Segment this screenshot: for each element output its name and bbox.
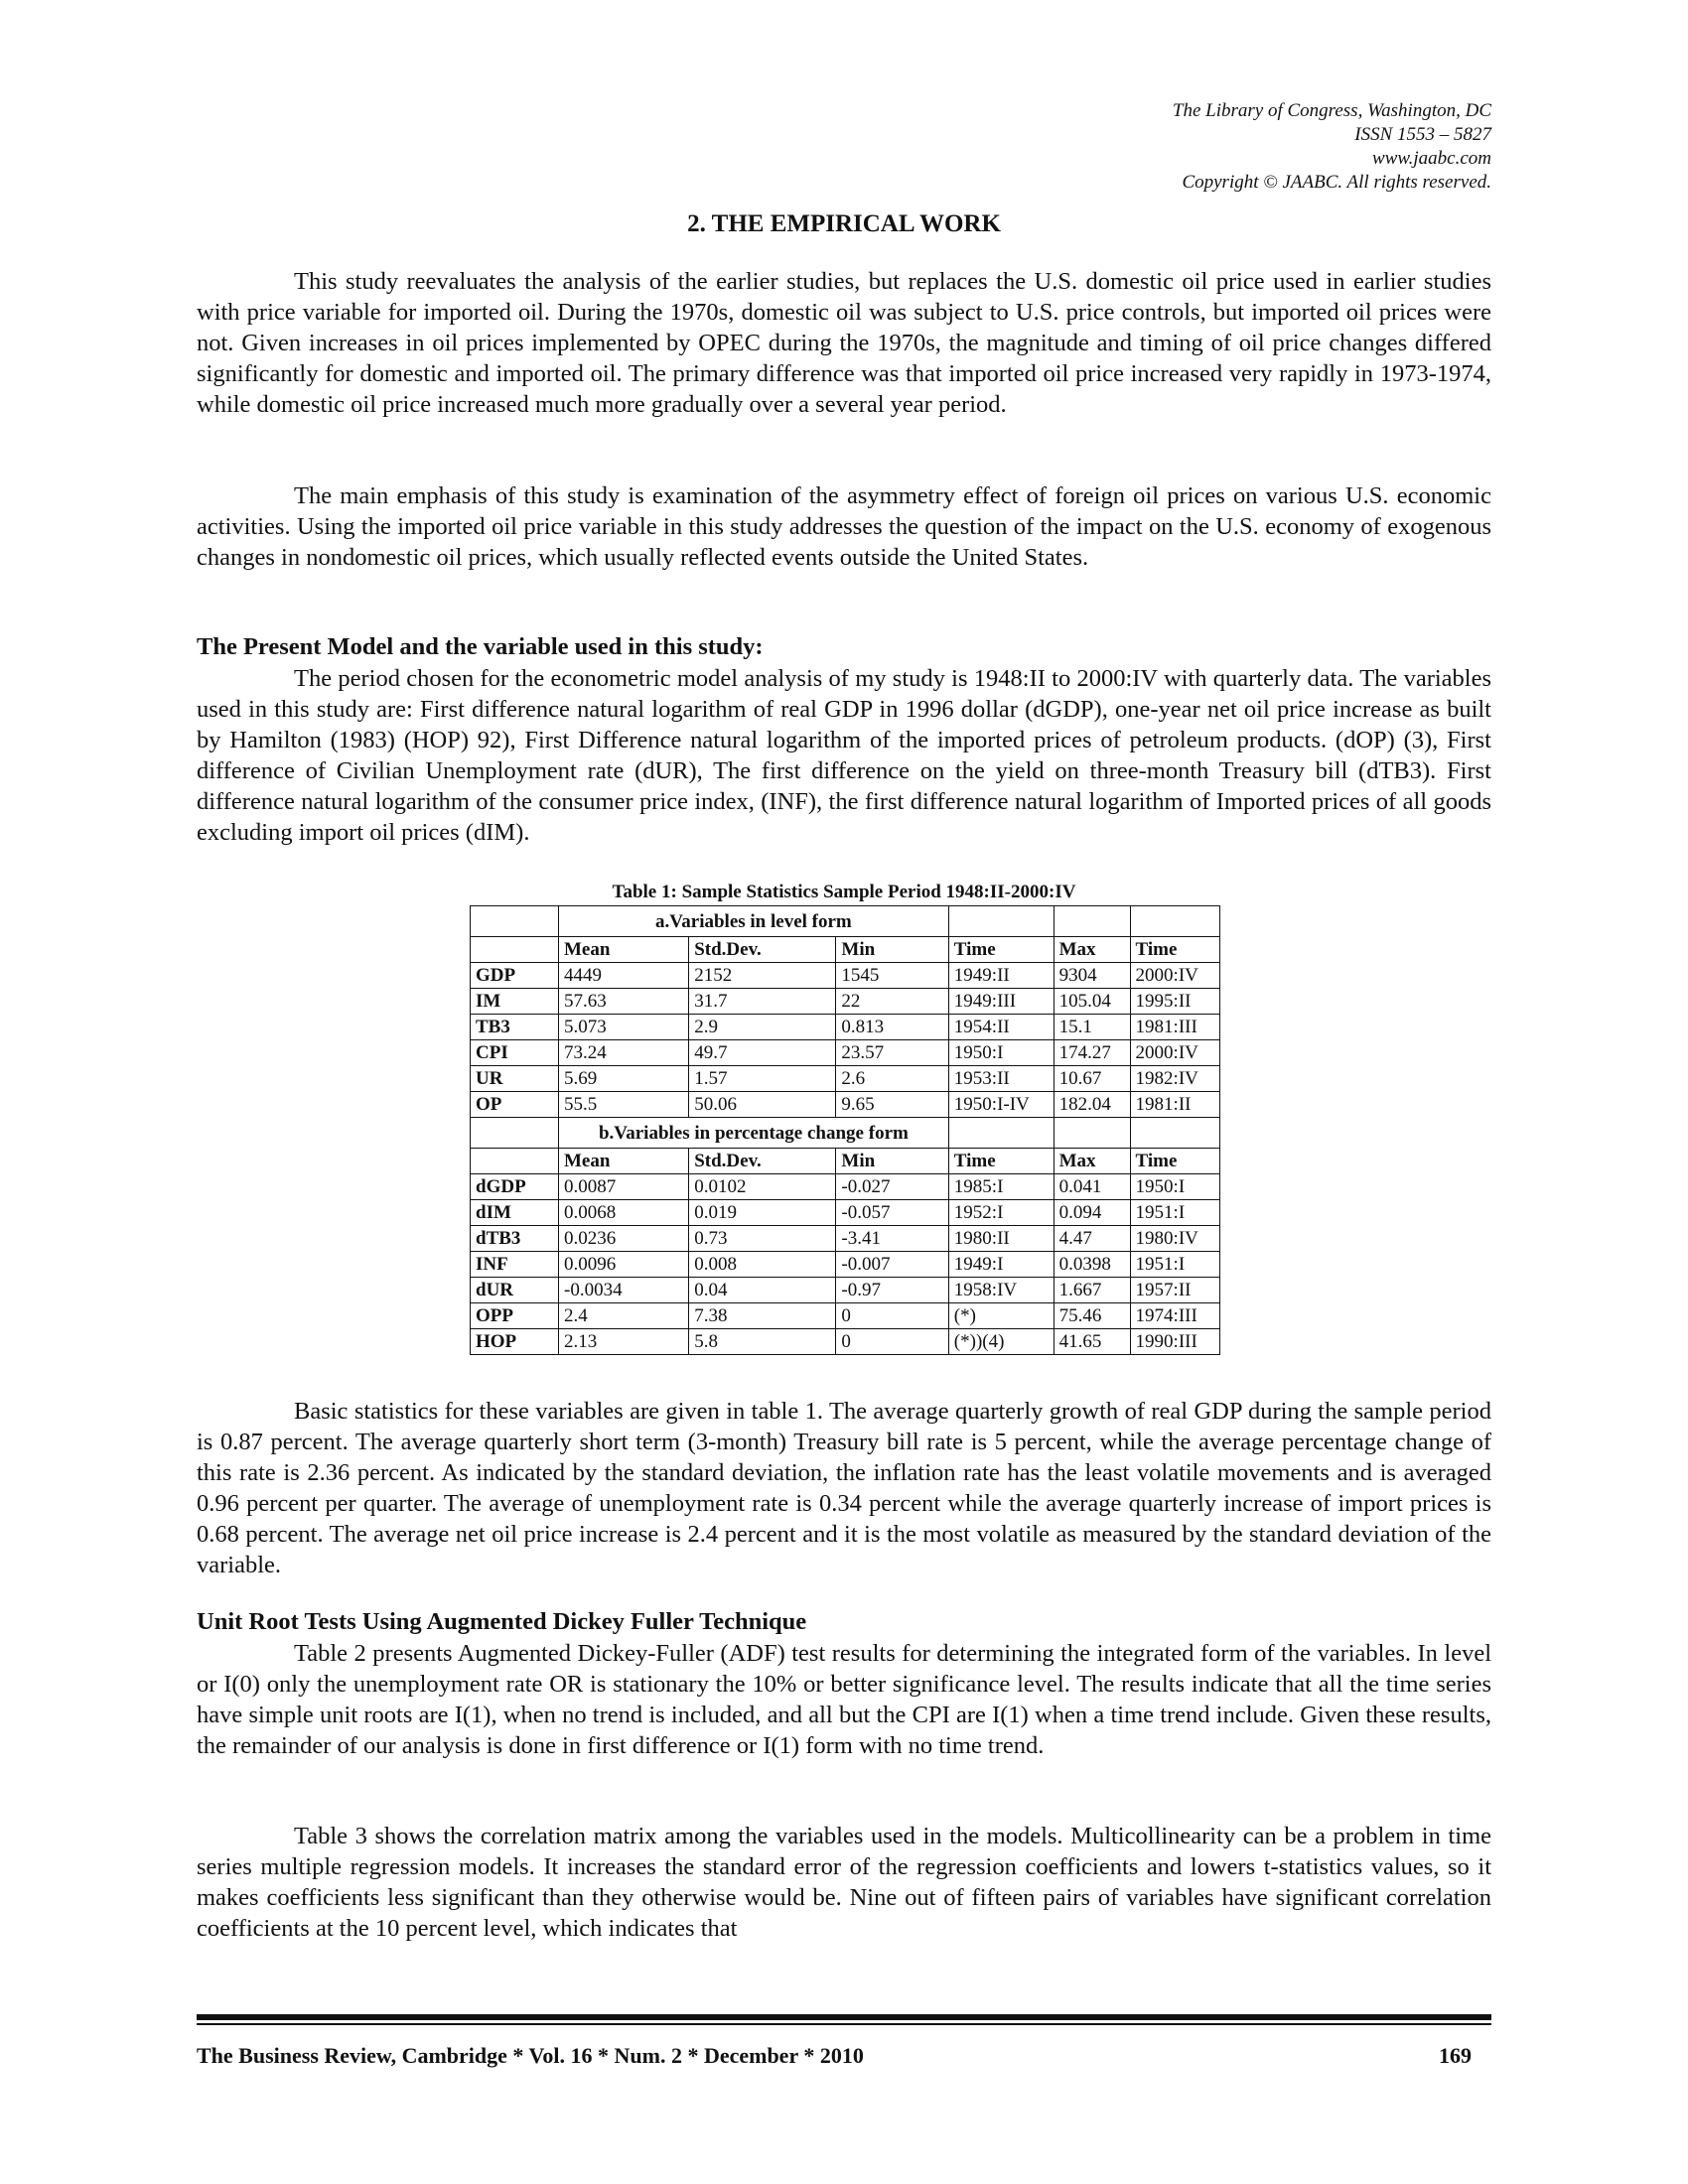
table-cell: 0.0087 [559, 1174, 689, 1200]
table-row [471, 1092, 1220, 1118]
table-row [471, 1040, 1220, 1066]
column-header: Time [948, 1149, 1054, 1174]
header-website: www.jaabc.com [1372, 148, 1491, 169]
table-cell: 7.38 [689, 1303, 836, 1329]
table-cell: 0.0068 [559, 1200, 689, 1226]
table-cell: 0.0236 [559, 1226, 689, 1252]
table-row [471, 1252, 1220, 1278]
paragraph-5: Table 2 presents Augmented Dickey-Fuller (ADF) test results for determining the integrated form of the variables. In level or I(0) only the unemployment rate OR is stationary the 10% or better significance level. The results indicate that all the time series have simple unit roots are I(1), when no trend is included, and all but the CPI are I(1) when a time trend include. Given these results, the remainder of our analysis is done in first difference or I(1) form with no time trend. [197, 1640, 1491, 1759]
table-cell: 31.7 [689, 989, 836, 1015]
table-cell: 1982:IV [1130, 1066, 1219, 1092]
column-header: Std.Dev. [689, 937, 836, 963]
table-cell: -0.97 [836, 1278, 948, 1303]
table-cell: 1957:II [1130, 1278, 1219, 1303]
sample-statistics-table [470, 905, 1220, 1355]
table-cell: 0 [836, 1303, 948, 1329]
table-cell [1130, 906, 1219, 937]
table-cell: 0.0102 [689, 1174, 836, 1200]
section-title: 2. THE EMPIRICAL WORK [687, 210, 1001, 237]
header-copyright: Copyright © JAABC. All rights reserved. [1182, 172, 1491, 193]
table-caption: Table 1: Sample Statistics Sample Period 1948:II-2000:IV [612, 882, 1076, 902]
table-cell: 10.67 [1054, 1066, 1130, 1092]
column-header: Min [836, 1149, 948, 1174]
paragraph-4: Basic statistics for these variables are given in table 1. The average quarterly growth of real GDP during the sample period is 0.87 percent. The average quarterly short term (3-month) Treasury bill rate is 5 percent, while the average percentage change of this rate is 2.36 percent. As indicated by the standard deviation, the inflation rate has the least volatile movements and is averaged 0.96 percent per quarter. The average of unemployment rate is 0.34 percent while the average quarterly increase of import prices is 0.68 percent. The average net oil price increase is 2.4 percent and it is the most volatile as measured by the standard deviation of the variable. [197, 1398, 1491, 1578]
column-header [471, 937, 559, 963]
table-cell: 2.4 [559, 1303, 689, 1329]
table-cell: 50.06 [689, 1092, 836, 1118]
column-header: Max [1054, 937, 1130, 963]
table-cell: 4449 [559, 963, 689, 989]
table-cell: 75.46 [1054, 1303, 1130, 1329]
table-cell: 1995:II [1130, 989, 1219, 1015]
table-header-row [471, 1149, 1220, 1174]
paragraph-2: The main emphasis of this study is examination of the asymmetry effect of foreign oil prices on various U.S. economic activities. Using the imported oil price variable in this study addresses the question of the impact on the U.S. economy of exogenous changes in nondomestic oil prices, which usually reflected events outside the United States. [197, 482, 1491, 571]
row-label: OP [471, 1092, 559, 1118]
column-header [471, 1149, 559, 1174]
paragraph-3: The period chosen for the econometric model analysis of my study is 1948:II to 2000:IV with quarterly data. The variables used in this study are: First difference natural logarithm of real GDP in 1996 dollar (dGDP), one-year net oil price increase as built by Hamilton (1983) (HOP) 92), First Difference natural logarithm of the imported prices of petroleum products. (dOP) (3), First difference of Civilian Unemployment rate (dUR), The first difference on the yield on three-month Treasury bill (dTB3). First difference natural logarithm of the consumer price index, (INF), the first difference natural logarithm of Imported prices of all goods excluding import oil prices (dIM). [197, 665, 1491, 846]
section-b-row [471, 1118, 1220, 1149]
table-cell: 0.0096 [559, 1252, 689, 1278]
table-cell: 2000:IV [1130, 963, 1219, 989]
table-cell: 2.6 [836, 1066, 948, 1092]
table-cell: 1980:II [948, 1226, 1054, 1252]
row-label: dTB3 [471, 1226, 559, 1252]
table-cell: 0.008 [689, 1252, 836, 1278]
column-header: Max [1054, 1149, 1130, 1174]
table-cell: 1951:I [1130, 1200, 1219, 1226]
table-cell: 174.27 [1054, 1040, 1130, 1066]
table-cell: 1.667 [1054, 1278, 1130, 1303]
table-cell: 0 [836, 1329, 948, 1355]
table-row [471, 1066, 1220, 1092]
column-header: Mean [559, 1149, 689, 1174]
table-cell: -3.41 [836, 1226, 948, 1252]
row-label: TB3 [471, 1015, 559, 1040]
table-cell: 1981:II [1130, 1092, 1219, 1118]
table-cell: 2.13 [559, 1329, 689, 1355]
table-row [471, 1303, 1220, 1329]
column-header: Mean [559, 937, 689, 963]
table-cell: 2.9 [689, 1015, 836, 1040]
page-number: 169 [1439, 2043, 1472, 2068]
table-cell: (*) [948, 1303, 1054, 1329]
table-cell: 1950:I [948, 1040, 1054, 1066]
table-cell: 1974:III [1130, 1303, 1219, 1329]
header-issn: ISSN 1553 – 5827 [1354, 124, 1491, 145]
table-cell [1130, 1118, 1219, 1149]
column-header: Std.Dev. [689, 1149, 836, 1174]
journal-header [1173, 99, 1491, 195]
table-cell [471, 1118, 559, 1149]
table-cell: 1950:I-IV [948, 1092, 1054, 1118]
row-label: IM [471, 989, 559, 1015]
table-cell: 9.65 [836, 1092, 948, 1118]
table-cell: 22 [836, 989, 948, 1015]
table-cell: 0.0398 [1054, 1252, 1130, 1278]
table-cell [1054, 1118, 1130, 1149]
table-cell: -0.0034 [559, 1278, 689, 1303]
table-cell: 0.041 [1054, 1174, 1130, 1200]
row-label: GDP [471, 963, 559, 989]
column-header: Time [1130, 937, 1219, 963]
table-cell: 1980:IV [1130, 1226, 1219, 1252]
section-label: b.Variables in percentage change form [559, 1118, 949, 1149]
table-row [471, 1278, 1220, 1303]
header-library: The Library of Congress, Washington, DC [1172, 100, 1491, 121]
subheading-unit-root: Unit Root Tests Using Augmented Dickey Fuller Technique [197, 1608, 807, 1635]
table-cell [948, 906, 1054, 937]
table-cell: 57.63 [559, 989, 689, 1015]
table-cell: 1.57 [689, 1066, 836, 1092]
table-row [471, 1200, 1220, 1226]
footer-rule [197, 2014, 1491, 2025]
paragraph-6: Table 3 shows the correlation matrix among the variables used in the models. Multicollinearity can be a problem in time series multiple regression models. It increases the standard error of the regression coefficients and lowers t-statistics values, so it makes coefficients less significant than they otherwise would be. Nine out of fifteen pairs of variables have significant correlation coefficients at the 10 percent level, which indicates that [197, 1823, 1491, 1942]
column-header: Min [836, 937, 948, 963]
table-cell: 5.69 [559, 1066, 689, 1092]
table-cell: 1954:II [948, 1015, 1054, 1040]
table-row [471, 989, 1220, 1015]
table-cell: 0.73 [689, 1226, 836, 1252]
table-cell: 105.04 [1054, 989, 1130, 1015]
table-cell: 1985:I [948, 1174, 1054, 1200]
table-cell: 2000:IV [1130, 1040, 1219, 1066]
table-cell: 73.24 [559, 1040, 689, 1066]
table-header-row [471, 937, 1220, 963]
table-cell: 5.8 [689, 1329, 836, 1355]
table-cell: -0.027 [836, 1174, 948, 1200]
table-cell: 23.57 [836, 1040, 948, 1066]
table-cell [1054, 906, 1130, 937]
row-label: dUR [471, 1278, 559, 1303]
table-row [471, 1329, 1220, 1355]
table-cell: 1958:IV [948, 1278, 1054, 1303]
table-row [471, 1226, 1220, 1252]
table-row [471, 1015, 1220, 1040]
row-label: UR [471, 1066, 559, 1092]
table-cell: 0.094 [1054, 1200, 1130, 1226]
table-cell: 9304 [1054, 963, 1130, 989]
table-cell: 1952:I [948, 1200, 1054, 1226]
table-cell: 1951:I [1130, 1252, 1219, 1278]
section-label: a.Variables in level form [559, 906, 949, 937]
row-label: CPI [471, 1040, 559, 1066]
table-cell: 1950:I [1130, 1174, 1219, 1200]
table-cell: 49.7 [689, 1040, 836, 1066]
row-label: HOP [471, 1329, 559, 1355]
section-a-row [471, 906, 1220, 937]
table-cell: 1990:III [1130, 1329, 1219, 1355]
footer-journal: The Business Review, Cambridge * Vol. 16 * Num. 2 * December * 2010 [197, 2043, 864, 2068]
paragraph-1: This study reevaluates the analysis of the earlier studies, but replaces the U.S. domestic oil price used in earlier studies with price variable for imported oil. During the 1970s, domestic oil was subject to U.S. price controls, but imported oil prices were not. Given increases in oil prices implemented by OPEC during the 1970s, the magnitude and timing of oil price changes differed significantly for domestic and imported oil. The primary difference was that imported oil price increased very rapidly in 1973-1974, while domestic oil price increased much more gradually over a several year period. [197, 268, 1491, 418]
table-cell: 15.1 [1054, 1015, 1130, 1040]
row-label: dGDP [471, 1174, 559, 1200]
table-cell: 55.5 [559, 1092, 689, 1118]
table-cell [471, 906, 559, 937]
table-cell: 1949:I [948, 1252, 1054, 1278]
row-label: INF [471, 1252, 559, 1278]
column-header: Time [1130, 1149, 1219, 1174]
table-row [471, 963, 1220, 989]
row-label: OPP [471, 1303, 559, 1329]
subheading-present-model: The Present Model and the variable used in this study: [197, 633, 764, 660]
table-cell: 1949:III [948, 989, 1054, 1015]
table-cell: 41.65 [1054, 1329, 1130, 1355]
row-label: dIM [471, 1200, 559, 1226]
table-cell: 1949:II [948, 963, 1054, 989]
table-cell: -0.057 [836, 1200, 948, 1226]
table-cell: 1981:III [1130, 1015, 1219, 1040]
table-cell [948, 1118, 1054, 1149]
table-cell: 0.813 [836, 1015, 948, 1040]
table-row [471, 1174, 1220, 1200]
table-cell: 1545 [836, 963, 948, 989]
table-cell: 1953:II [948, 1066, 1054, 1092]
table-cell: 0.04 [689, 1278, 836, 1303]
table-cell: 182.04 [1054, 1092, 1130, 1118]
table-cell: (*))(4) [948, 1329, 1054, 1355]
table-cell: -0.007 [836, 1252, 948, 1278]
table-cell: 4.47 [1054, 1226, 1130, 1252]
table-cell: 5.073 [559, 1015, 689, 1040]
table-cell: 2152 [689, 963, 836, 989]
table-cell: 0.019 [689, 1200, 836, 1226]
column-header: Time [948, 937, 1054, 963]
